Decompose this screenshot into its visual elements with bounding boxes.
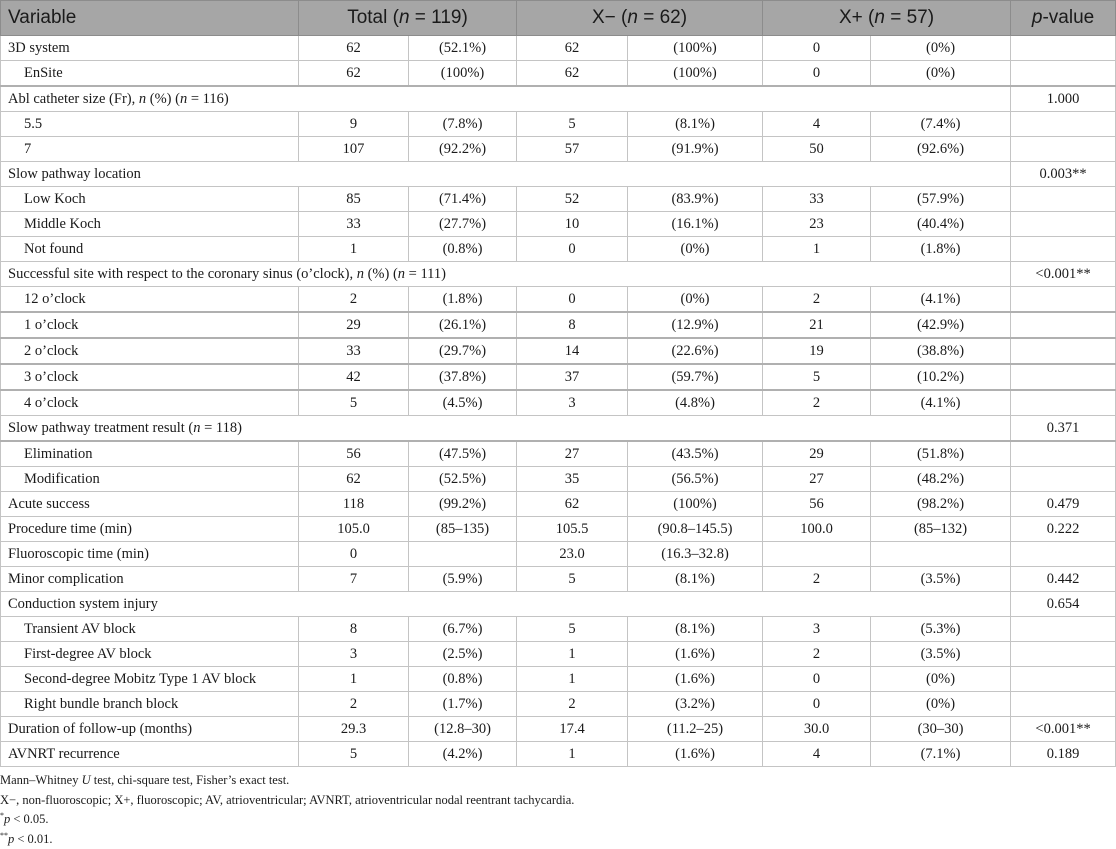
x-plus-count: 29 (763, 441, 871, 467)
total-count: 33 (299, 212, 409, 237)
row-4-oclock (1, 390, 1116, 416)
footnote-abbreviations: X−, non-fluoroscopic; X+, fluoroscopic; AV, atrioventricular; AVNRT, atrioventricular nodal reentrant tachycardia. (0, 792, 575, 807)
total-percent: (52.5%) (409, 467, 517, 492)
x-plus-percent: (85–132) (871, 517, 1011, 542)
row-conduction-system-injury (1, 592, 1116, 617)
header-p-value: p-value (1011, 1, 1116, 36)
total-count: 29.3 (299, 717, 409, 742)
x-minus-percent: (11.2–25) (628, 717, 763, 742)
x-plus-count: 0 (763, 692, 871, 717)
total-percent: (27.7%) (409, 212, 517, 237)
p-value (1011, 187, 1116, 212)
row-1-oclock (1, 312, 1116, 338)
row-transient-av-block (1, 617, 1116, 642)
total-percent: (1.7%) (409, 692, 517, 717)
row-size-5-5 (1, 112, 1116, 137)
x-plus-percent: (38.8%) (871, 338, 1011, 364)
total-percent: (71.4%) (409, 187, 517, 212)
total-percent: (37.8%) (409, 364, 517, 390)
row-label: 12 o’clock (1, 287, 299, 313)
row-label: Minor complication (1, 567, 299, 592)
x-minus-count: 1 (517, 742, 628, 767)
x-minus-count: 52 (517, 187, 628, 212)
header-total: Total (n = 119) (299, 1, 517, 36)
row-successful-site (1, 262, 1116, 287)
row-middle-koch (1, 212, 1116, 237)
x-plus-percent: (3.5%) (871, 642, 1011, 667)
x-minus-percent: (16.3–32.8) (628, 542, 763, 567)
x-minus-count: 1 (517, 667, 628, 692)
row-label: Second-degree Mobitz Type 1 AV block (1, 667, 299, 692)
x-minus-percent: (4.8%) (628, 390, 763, 416)
x-minus-count: 10 (517, 212, 628, 237)
total-percent: (7.8%) (409, 112, 517, 137)
total-count: 56 (299, 441, 409, 467)
header-row (1, 1, 1116, 36)
x-plus-count: 56 (763, 492, 871, 517)
header-x-plus: X+ (n = 57) (763, 1, 1011, 36)
p-value: 1.000 (1011, 86, 1116, 112)
row-label: Abl catheter size (Fr), n (%) (n = 116) (1, 86, 1011, 112)
x-plus-count: 19 (763, 338, 871, 364)
total-percent: (4.2%) (409, 742, 517, 767)
x-plus-percent: (40.4%) (871, 212, 1011, 237)
header-x-minus: X− (n = 62) (517, 1, 763, 36)
x-minus-percent: (8.1%) (628, 617, 763, 642)
row-label: Low Koch (1, 187, 299, 212)
row-label: 1 o’clock (1, 312, 299, 338)
row-label: Not found (1, 237, 299, 262)
p-value: 0.654 (1011, 592, 1116, 617)
total-percent: (92.2%) (409, 137, 517, 162)
x-plus-count: 30.0 (763, 717, 871, 742)
row-elimination (1, 441, 1116, 467)
p-value (1011, 112, 1116, 137)
p-value: 0.222 (1011, 517, 1116, 542)
total-percent: (29.7%) (409, 338, 517, 364)
p-value: 0.442 (1011, 567, 1116, 592)
x-plus-count: 3 (763, 617, 871, 642)
x-plus-count: 5 (763, 364, 871, 390)
total-percent: (6.7%) (409, 617, 517, 642)
row-3-oclock (1, 364, 1116, 390)
x-minus-count: 14 (517, 338, 628, 364)
row-modification (1, 467, 1116, 492)
row-label: Transient AV block (1, 617, 299, 642)
x-minus-count: 5 (517, 112, 628, 137)
p-value: 0.371 (1011, 416, 1116, 442)
footnote-significance-1: *p < 0.05. (0, 811, 49, 826)
total-percent: (4.5%) (409, 390, 517, 416)
x-minus-percent: (91.9%) (628, 137, 763, 162)
total-count: 62 (299, 36, 409, 61)
x-minus-percent: (43.5%) (628, 441, 763, 467)
x-plus-count: 2 (763, 567, 871, 592)
total-count: 8 (299, 617, 409, 642)
row-label: Slow pathway location (1, 162, 1011, 187)
total-count: 107 (299, 137, 409, 162)
x-minus-percent: (3.2%) (628, 692, 763, 717)
row-label: Procedure time (min) (1, 517, 299, 542)
x-plus-percent: (98.2%) (871, 492, 1011, 517)
x-plus-count: 2 (763, 287, 871, 313)
p-value (1011, 36, 1116, 61)
x-minus-count: 0 (517, 287, 628, 313)
x-minus-percent: (16.1%) (628, 212, 763, 237)
x-minus-count: 5 (517, 567, 628, 592)
x-plus-percent: (0%) (871, 36, 1011, 61)
row-second-degree-av-block (1, 667, 1116, 692)
x-plus-percent: (51.8%) (871, 441, 1011, 467)
total-percent: (0.8%) (409, 667, 517, 692)
x-minus-count: 3 (517, 390, 628, 416)
total-percent (409, 542, 517, 567)
row-label: First-degree AV block (1, 642, 299, 667)
p-value (1011, 287, 1116, 313)
p-value (1011, 542, 1116, 567)
x-plus-percent (871, 542, 1011, 567)
p-value (1011, 467, 1116, 492)
x-plus-percent: (5.3%) (871, 617, 1011, 642)
total-count: 5 (299, 742, 409, 767)
x-plus-percent: (30–30) (871, 717, 1011, 742)
total-percent: (99.2%) (409, 492, 517, 517)
total-count: 29 (299, 312, 409, 338)
row-label: 3 o’clock (1, 364, 299, 390)
row-ensite (1, 61, 1116, 87)
total-count: 105.0 (299, 517, 409, 542)
x-minus-count: 1 (517, 642, 628, 667)
p-value (1011, 312, 1116, 338)
x-minus-count: 62 (517, 492, 628, 517)
x-plus-percent: (0%) (871, 692, 1011, 717)
x-plus-percent: (0%) (871, 667, 1011, 692)
total-count: 2 (299, 692, 409, 717)
total-percent: (2.5%) (409, 642, 517, 667)
x-minus-count: 17.4 (517, 717, 628, 742)
total-count: 118 (299, 492, 409, 517)
total-count: 0 (299, 542, 409, 567)
total-percent: (100%) (409, 61, 517, 87)
x-plus-percent: (1.8%) (871, 237, 1011, 262)
total-percent: (47.5%) (409, 441, 517, 467)
x-plus-count: 27 (763, 467, 871, 492)
x-plus-count: 0 (763, 61, 871, 87)
row-avnrt-recurrence (1, 742, 1116, 767)
x-plus-percent: (48.2%) (871, 467, 1011, 492)
p-value (1011, 364, 1116, 390)
row-12-oclock (1, 287, 1116, 313)
x-minus-count: 105.5 (517, 517, 628, 542)
total-count: 3 (299, 642, 409, 667)
total-count: 2 (299, 287, 409, 313)
row-label: Conduction system injury (1, 592, 1011, 617)
header-variable: Variable (1, 1, 299, 36)
footnote-significance-2: **p < 0.01. (0, 830, 53, 846)
p-value (1011, 212, 1116, 237)
row-label: Fluoroscopic time (min) (1, 542, 299, 567)
total-count: 85 (299, 187, 409, 212)
x-minus-percent: (100%) (628, 492, 763, 517)
x-plus-percent: (4.1%) (871, 287, 1011, 313)
p-value (1011, 441, 1116, 467)
p-value (1011, 617, 1116, 642)
row-label: 3D system (1, 36, 299, 61)
total-count: 42 (299, 364, 409, 390)
row-minor-complication (1, 567, 1116, 592)
row-label: Acute success (1, 492, 299, 517)
p-value (1011, 237, 1116, 262)
x-plus-count (763, 542, 871, 567)
total-percent: (52.1%) (409, 36, 517, 61)
p-value: <0.001** (1011, 262, 1116, 287)
total-percent: (26.1%) (409, 312, 517, 338)
x-minus-count: 8 (517, 312, 628, 338)
row-procedure-time (1, 517, 1116, 542)
p-value: 0.479 (1011, 492, 1116, 517)
x-minus-percent: (56.5%) (628, 467, 763, 492)
x-plus-percent: (10.2%) (871, 364, 1011, 390)
x-plus-count: 23 (763, 212, 871, 237)
x-plus-count: 2 (763, 642, 871, 667)
row-label: Successful site with respect to the coronary sinus (o’clock), n (%) (n = 111) (1, 262, 1011, 287)
row-2-oclock (1, 338, 1116, 364)
p-value: <0.001** (1011, 717, 1116, 742)
x-plus-count: 0 (763, 36, 871, 61)
x-plus-percent: (42.9%) (871, 312, 1011, 338)
row-label: 4 o’clock (1, 390, 299, 416)
x-minus-percent: (100%) (628, 36, 763, 61)
total-count: 9 (299, 112, 409, 137)
row-label: 7 (1, 137, 299, 162)
x-plus-percent: (7.4%) (871, 112, 1011, 137)
p-value: 0.003** (1011, 162, 1116, 187)
p-value (1011, 390, 1116, 416)
x-plus-count: 0 (763, 667, 871, 692)
x-plus-count: 33 (763, 187, 871, 212)
p-value (1011, 338, 1116, 364)
row-label: Middle Koch (1, 212, 299, 237)
table-footnotes (0, 771, 1110, 849)
row-low-koch (1, 187, 1116, 212)
row-duration-follow-up (1, 717, 1116, 742)
p-value (1011, 692, 1116, 717)
x-plus-count: 2 (763, 390, 871, 416)
total-count: 62 (299, 61, 409, 87)
total-count: 62 (299, 467, 409, 492)
x-minus-count: 35 (517, 467, 628, 492)
p-value: 0.189 (1011, 742, 1116, 767)
x-minus-count: 27 (517, 441, 628, 467)
total-percent: (12.8–30) (409, 717, 517, 742)
row-label: Elimination (1, 441, 299, 467)
x-minus-percent: (90.8–145.5) (628, 517, 763, 542)
row-size-7 (1, 137, 1116, 162)
row-first-degree-av-block (1, 642, 1116, 667)
total-count: 5 (299, 390, 409, 416)
x-minus-count: 57 (517, 137, 628, 162)
row-slow-pathway-location (1, 162, 1116, 187)
x-plus-count: 4 (763, 112, 871, 137)
p-value (1011, 667, 1116, 692)
x-minus-count: 0 (517, 237, 628, 262)
total-percent: (0.8%) (409, 237, 517, 262)
p-value (1011, 137, 1116, 162)
x-minus-percent: (12.9%) (628, 312, 763, 338)
x-plus-percent: (92.6%) (871, 137, 1011, 162)
row-label: Modification (1, 467, 299, 492)
total-percent: (1.8%) (409, 287, 517, 313)
total-percent: (85–135) (409, 517, 517, 542)
p-value (1011, 642, 1116, 667)
x-minus-count: 62 (517, 61, 628, 87)
x-minus-count: 62 (517, 36, 628, 61)
x-plus-percent: (7.1%) (871, 742, 1011, 767)
x-plus-count: 50 (763, 137, 871, 162)
x-minus-percent: (59.7%) (628, 364, 763, 390)
x-plus-count: 100.0 (763, 517, 871, 542)
p-value (1011, 61, 1116, 87)
row-treatment-result (1, 416, 1116, 442)
row-3d-system (1, 36, 1116, 61)
x-minus-percent: (0%) (628, 287, 763, 313)
row-not-found (1, 237, 1116, 262)
x-minus-percent: (100%) (628, 61, 763, 87)
x-minus-percent: (0%) (628, 237, 763, 262)
row-acute-success (1, 492, 1116, 517)
x-minus-count: 23.0 (517, 542, 628, 567)
x-minus-percent: (1.6%) (628, 742, 763, 767)
x-minus-percent: (22.6%) (628, 338, 763, 364)
x-plus-percent: (57.9%) (871, 187, 1011, 212)
total-count: 33 (299, 338, 409, 364)
x-minus-count: 37 (517, 364, 628, 390)
x-minus-percent: (8.1%) (628, 567, 763, 592)
x-minus-percent: (1.6%) (628, 642, 763, 667)
total-count: 1 (299, 667, 409, 692)
row-label: 2 o’clock (1, 338, 299, 364)
row-label: Duration of follow-up (months) (1, 717, 299, 742)
x-plus-percent: (4.1%) (871, 390, 1011, 416)
x-minus-percent: (83.9%) (628, 187, 763, 212)
row-fluoroscopic-time (1, 542, 1116, 567)
row-label: AVNRT recurrence (1, 742, 299, 767)
total-count: 1 (299, 237, 409, 262)
x-minus-percent: (1.6%) (628, 667, 763, 692)
x-minus-count: 2 (517, 692, 628, 717)
row-label: Right bundle branch block (1, 692, 299, 717)
row-abl-catheter-size (1, 86, 1116, 112)
x-plus-percent: (0%) (871, 61, 1011, 87)
total-count: 7 (299, 567, 409, 592)
footnote-tests: Mann–Whitney U test, chi-square test, Fisher’s exact test. (0, 773, 290, 787)
row-label: Slow pathway treatment result (n = 118) (1, 416, 1011, 442)
row-label: 5.5 (1, 112, 299, 137)
x-plus-percent: (3.5%) (871, 567, 1011, 592)
x-minus-count: 5 (517, 617, 628, 642)
total-percent: (5.9%) (409, 567, 517, 592)
x-plus-count: 21 (763, 312, 871, 338)
row-right-bundle-branch-block (1, 692, 1116, 717)
x-plus-count: 4 (763, 742, 871, 767)
x-minus-percent: (8.1%) (628, 112, 763, 137)
x-plus-count: 1 (763, 237, 871, 262)
row-label: EnSite (1, 61, 299, 87)
